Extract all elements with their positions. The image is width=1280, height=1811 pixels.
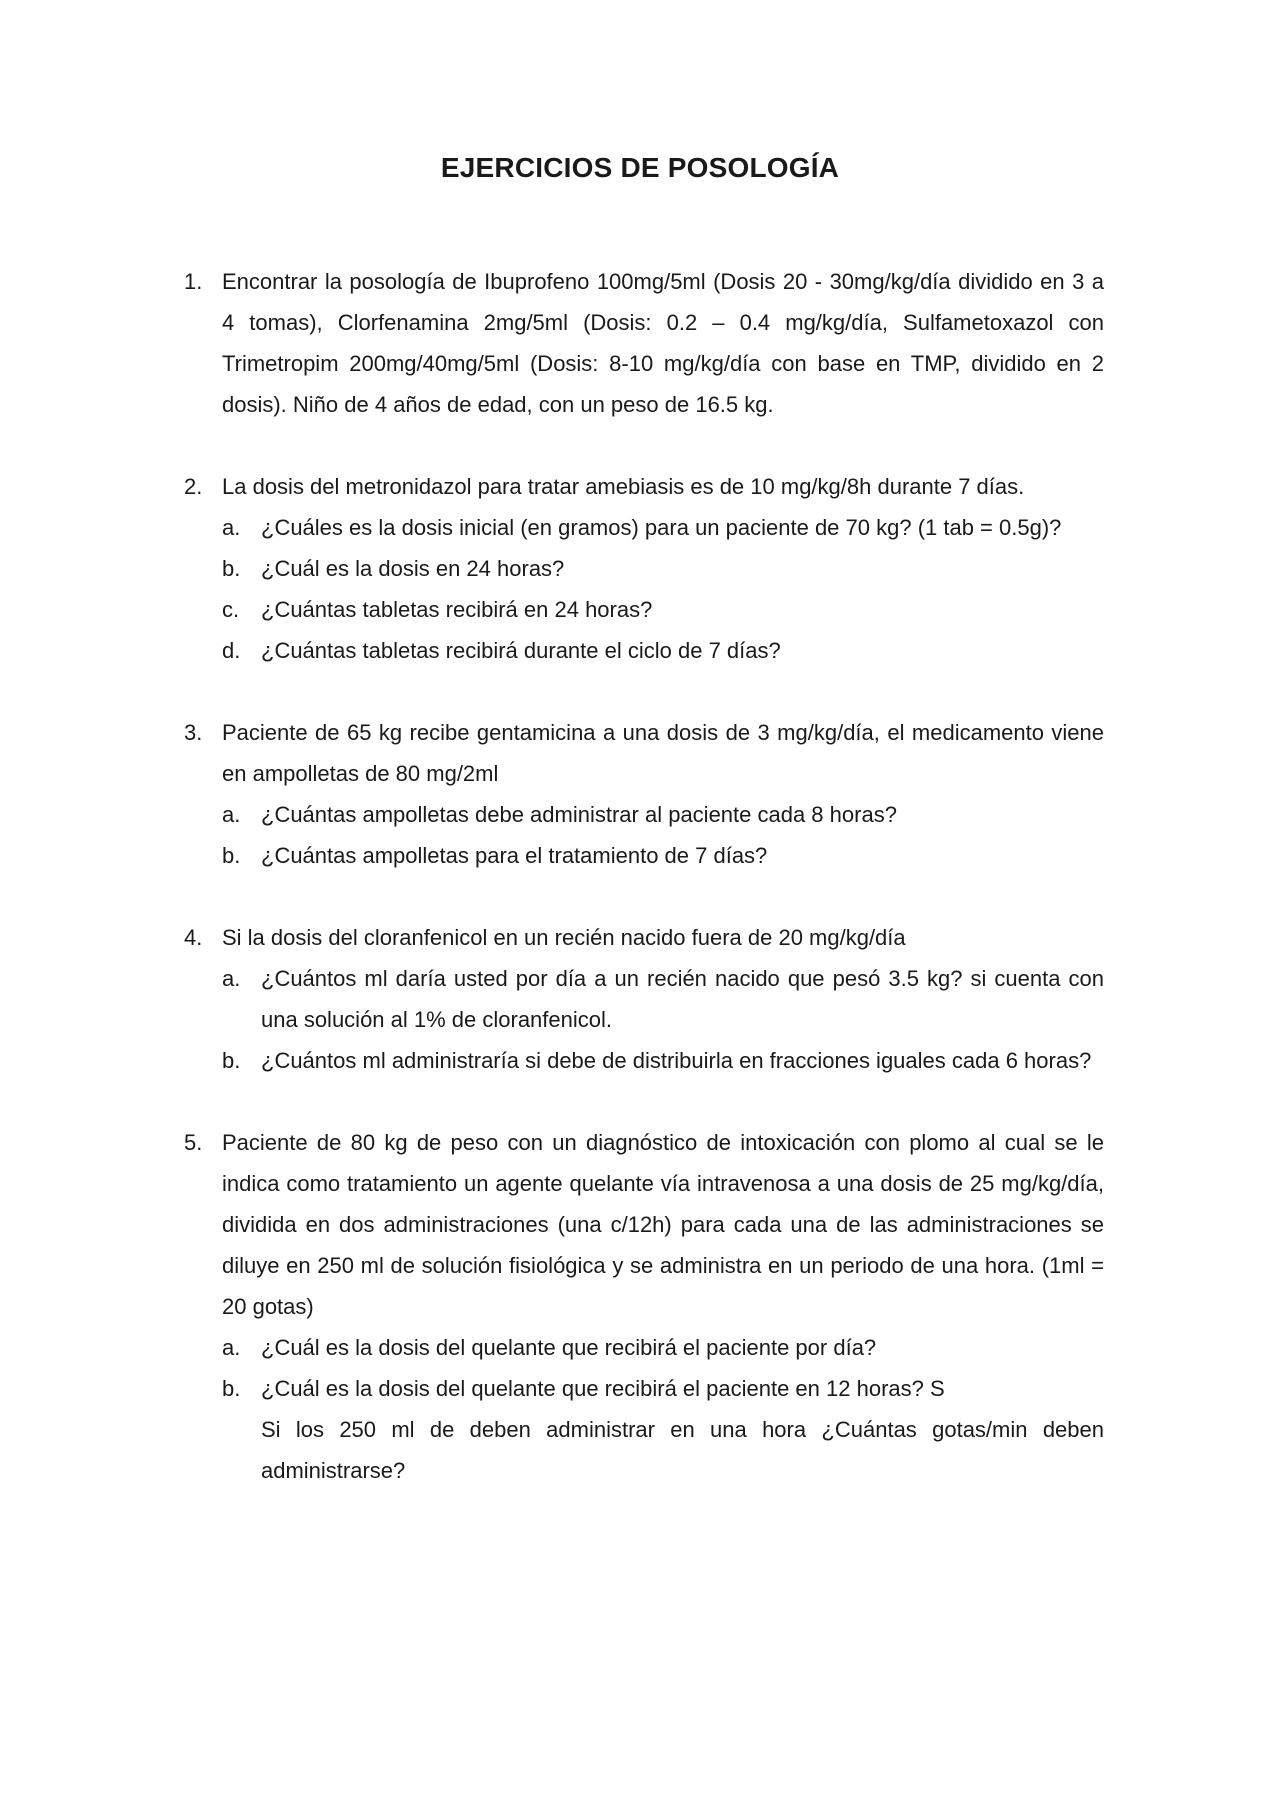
exercise-number: 2. bbox=[184, 474, 203, 499]
sub-question-letter: b. bbox=[222, 843, 241, 868]
sub-question-letter: d. bbox=[222, 638, 241, 663]
sub-question-d bbox=[222, 630, 1104, 671]
sub-question-a bbox=[222, 1327, 1104, 1368]
exercise-text: Si la dosis del cloranfenicol en un recién nacido fuera de 20 mg/kg/día bbox=[222, 925, 906, 950]
sub-question-b bbox=[222, 1040, 1104, 1081]
exercise-number: 1. bbox=[184, 269, 203, 294]
exercise-4 bbox=[184, 917, 1104, 1081]
sub-question-letter: b. bbox=[222, 556, 241, 581]
sub-question-c bbox=[222, 589, 1104, 630]
sub-question-letter: b. bbox=[222, 1376, 241, 1401]
exercise-list bbox=[184, 261, 1104, 1532]
sub-question-text: ¿Cuántos ml administraría si debe de distribuirla en fracciones iguales cada 6 horas? bbox=[261, 1048, 1092, 1073]
sub-question-a bbox=[222, 794, 1104, 835]
sub-question-letter: a. bbox=[222, 802, 241, 827]
exercise-number: 3. bbox=[184, 720, 203, 745]
exercise-text: Paciente de 65 kg recibe gentamicina a una dosis de 3 mg/kg/día, el medicamento viene en ampolletas de 80 mg/2ml bbox=[222, 720, 1104, 786]
exercise-text: Encontrar la posología de Ibuprofeno 100mg/5ml (Dosis 20 - 30mg/kg/día dividido en 3 a 4 tomas), Clorfenamina 2mg/5ml (Dosis: 0.2 – 0.4 mg/kg/día, Sulfametoxazol con Trimetropim 200mg/40mg/5ml (Dosis: 8-10 mg/kg/día con base en TMP, dividido en 2 dosis). Niño de 4 años de edad, con un peso de 16.5 kg. bbox=[222, 269, 1104, 417]
sub-question-text: ¿Cuántas ampolletas para el tratamiento de 7 días? bbox=[261, 843, 768, 868]
page-title: EJERCICIOS DE POSOLOGÍA bbox=[440, 152, 840, 183]
exercise-5 bbox=[184, 1122, 1104, 1491]
sub-question-letter: a. bbox=[222, 966, 241, 991]
sub-question-a bbox=[222, 507, 1104, 548]
exercise-1 bbox=[184, 261, 1104, 425]
sub-question-letter: a. bbox=[222, 515, 241, 540]
sub-question-text: ¿Cuántas tabletas recibirá en 24 horas? bbox=[261, 597, 653, 622]
sub-question-text: ¿Cuál es la dosis del quelante que recibirá el paciente en 12 horas? S bbox=[261, 1376, 945, 1401]
sub-question-text: ¿Cuál es la dosis del quelante que recibirá el paciente por día? bbox=[261, 1335, 877, 1360]
exercise-3 bbox=[184, 712, 1104, 876]
sub-question-text: ¿Cuántas tabletas recibirá durante el ciclo de 7 días? bbox=[261, 638, 781, 663]
sub-question-text: ¿Cuáles es la dosis inicial (en gramos) para un paciente de 70 kg? (1 tab = 0.5g)? bbox=[261, 515, 1062, 540]
sub-question-text: ¿Cuántas ampolletas debe administrar al paciente cada 8 horas? bbox=[261, 802, 897, 827]
exercise-text: Paciente de 80 kg de peso con un diagnóstico de intoxicación con plomo al cual se le indica como tratamiento un agente quelante vía intravenosa a una dosis de 25 mg/kg/día, dividida en dos administraciones (una c/12h) para cada una de las administraciones se diluye en 250 ml de solución fisiológica y se administra en un periodo de una hora. (1ml = 20 gotas) bbox=[222, 1130, 1104, 1319]
sub-question-text: ¿Cuántos ml daría usted por día a un recién nacido que pesó 3.5 kg? si cuenta con una solución al 1% de cloranfenicol. bbox=[261, 966, 1104, 1032]
exercise-number: 4. bbox=[184, 925, 203, 950]
exercise-2 bbox=[184, 466, 1104, 671]
sub-question-b bbox=[222, 1368, 1104, 1409]
sub-question-letter: a. bbox=[222, 1335, 241, 1360]
sub-question-a bbox=[222, 958, 1104, 1040]
sub-question-letter: c. bbox=[222, 597, 240, 622]
exercise-text: La dosis del metronidazol para tratar amebiasis es de 10 mg/kg/8h durante 7 días. bbox=[222, 474, 1025, 499]
exercise-number: 5. bbox=[184, 1130, 203, 1155]
sub-question-continuation: Si los 250 ml de deben administrar en una hora ¿Cuántas gotas/min deben administrarse? bbox=[261, 1417, 1104, 1483]
sub-question-b bbox=[222, 548, 1104, 589]
sub-question-b bbox=[222, 835, 1104, 876]
sub-question-letter: b. bbox=[222, 1048, 241, 1073]
sub-question-text: ¿Cuál es la dosis en 24 horas? bbox=[261, 556, 565, 581]
